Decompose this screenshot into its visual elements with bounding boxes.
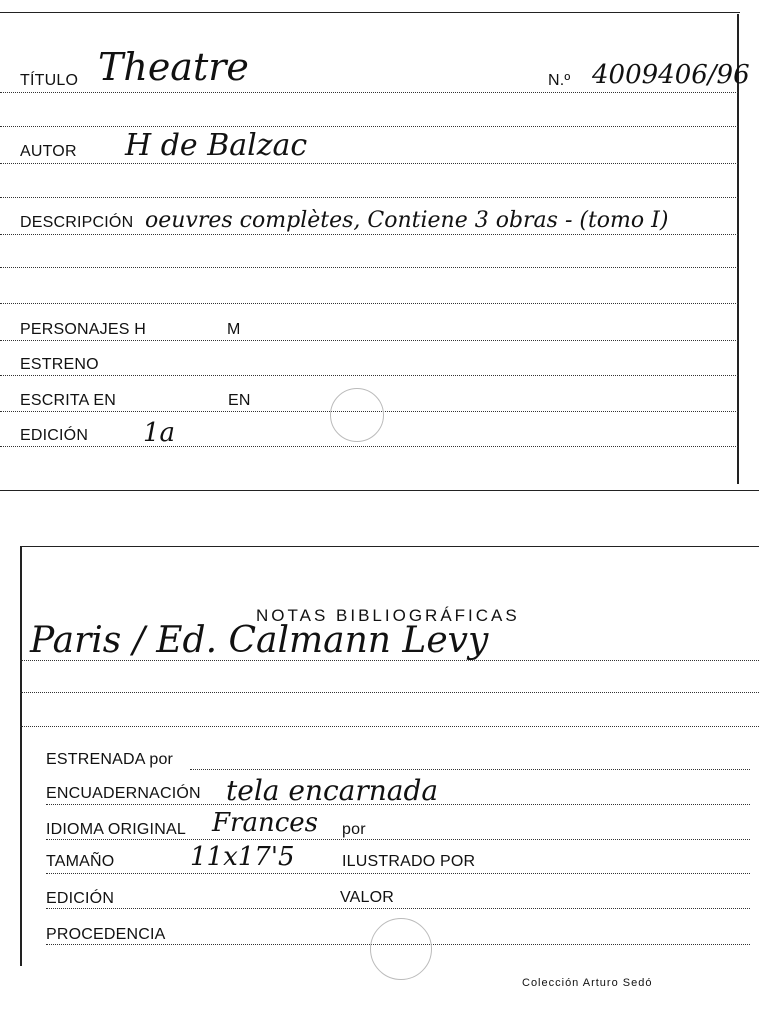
rule-line xyxy=(0,340,738,341)
rule-line xyxy=(46,839,750,840)
rule-line xyxy=(0,234,738,235)
numero-label: N.º xyxy=(548,72,571,89)
valor-label: VALOR xyxy=(340,889,395,906)
escrita-label: ESCRITA EN xyxy=(20,392,116,409)
card-border-top xyxy=(20,546,759,547)
rule-line xyxy=(0,92,738,93)
estreno-label: ESTRENO xyxy=(20,356,99,373)
edicion-label: EDICIÓN xyxy=(46,890,115,907)
autor-value: H de Balzac xyxy=(125,128,308,163)
rule-line xyxy=(190,769,750,770)
catalog-card-top xyxy=(0,0,759,495)
tamano-label: TAMAÑO xyxy=(46,853,115,870)
tamano-value: 11x17'5 xyxy=(190,842,295,872)
rule-line xyxy=(0,303,738,304)
notas-title: NOTAS BIBLIOGRÁFICAS xyxy=(256,606,520,625)
escrita-en-label: EN xyxy=(228,392,251,409)
numero-value: 4009406/96 xyxy=(592,60,750,90)
descripcion-label: DESCRIPCIÓN xyxy=(20,214,134,231)
procedencia-label: PROCEDENCIA xyxy=(46,926,166,943)
rule-line xyxy=(20,726,759,727)
catalog-card-bottom xyxy=(0,540,759,1028)
rule-line xyxy=(0,267,738,268)
rule-line xyxy=(0,446,738,447)
rule-line xyxy=(46,804,750,805)
stamp-mark xyxy=(330,388,384,442)
idioma-label: IDIOMA ORIGINAL xyxy=(46,821,186,838)
rule-line xyxy=(20,692,759,693)
card-border-top xyxy=(0,12,740,13)
titulo-label: TÍTULO xyxy=(20,72,79,89)
collection-footer: Colección Arturo Sedó xyxy=(522,977,653,989)
rule-line xyxy=(20,660,759,661)
titulo-value: Theatre xyxy=(98,45,249,89)
rule-line xyxy=(46,908,750,909)
rule-line xyxy=(0,375,738,376)
descripcion-value: oeuvres complètes, Contiene 3 obras - (tomo I) xyxy=(145,208,669,233)
card-border-bottom xyxy=(0,490,759,491)
edicion-value: 1a xyxy=(143,418,176,448)
personajes-label: PERSONAJES H xyxy=(20,321,146,338)
idioma-value: Frances xyxy=(212,808,319,838)
card-border-left xyxy=(20,546,22,966)
rule-line xyxy=(0,163,738,164)
encuadernacion-label: ENCUADERNACIÓN xyxy=(46,785,201,802)
stamp-mark xyxy=(370,918,432,980)
edicion-label: EDICIÓN xyxy=(20,427,89,444)
rule-line xyxy=(0,197,738,198)
rule-line xyxy=(46,873,750,874)
estrenada-label: ESTRENADA por xyxy=(46,751,174,768)
rule-line xyxy=(0,126,738,127)
notas-value: Paris / Ed. Calmann Levy xyxy=(30,620,489,661)
encuadernacion-value: tela encarnada xyxy=(226,774,439,807)
autor-label: AUTOR xyxy=(20,143,77,160)
ilustrado-label: ILUSTRADO POR xyxy=(342,853,476,870)
idioma-por-label: por xyxy=(342,821,366,838)
personajes-m-label: M xyxy=(227,321,241,338)
